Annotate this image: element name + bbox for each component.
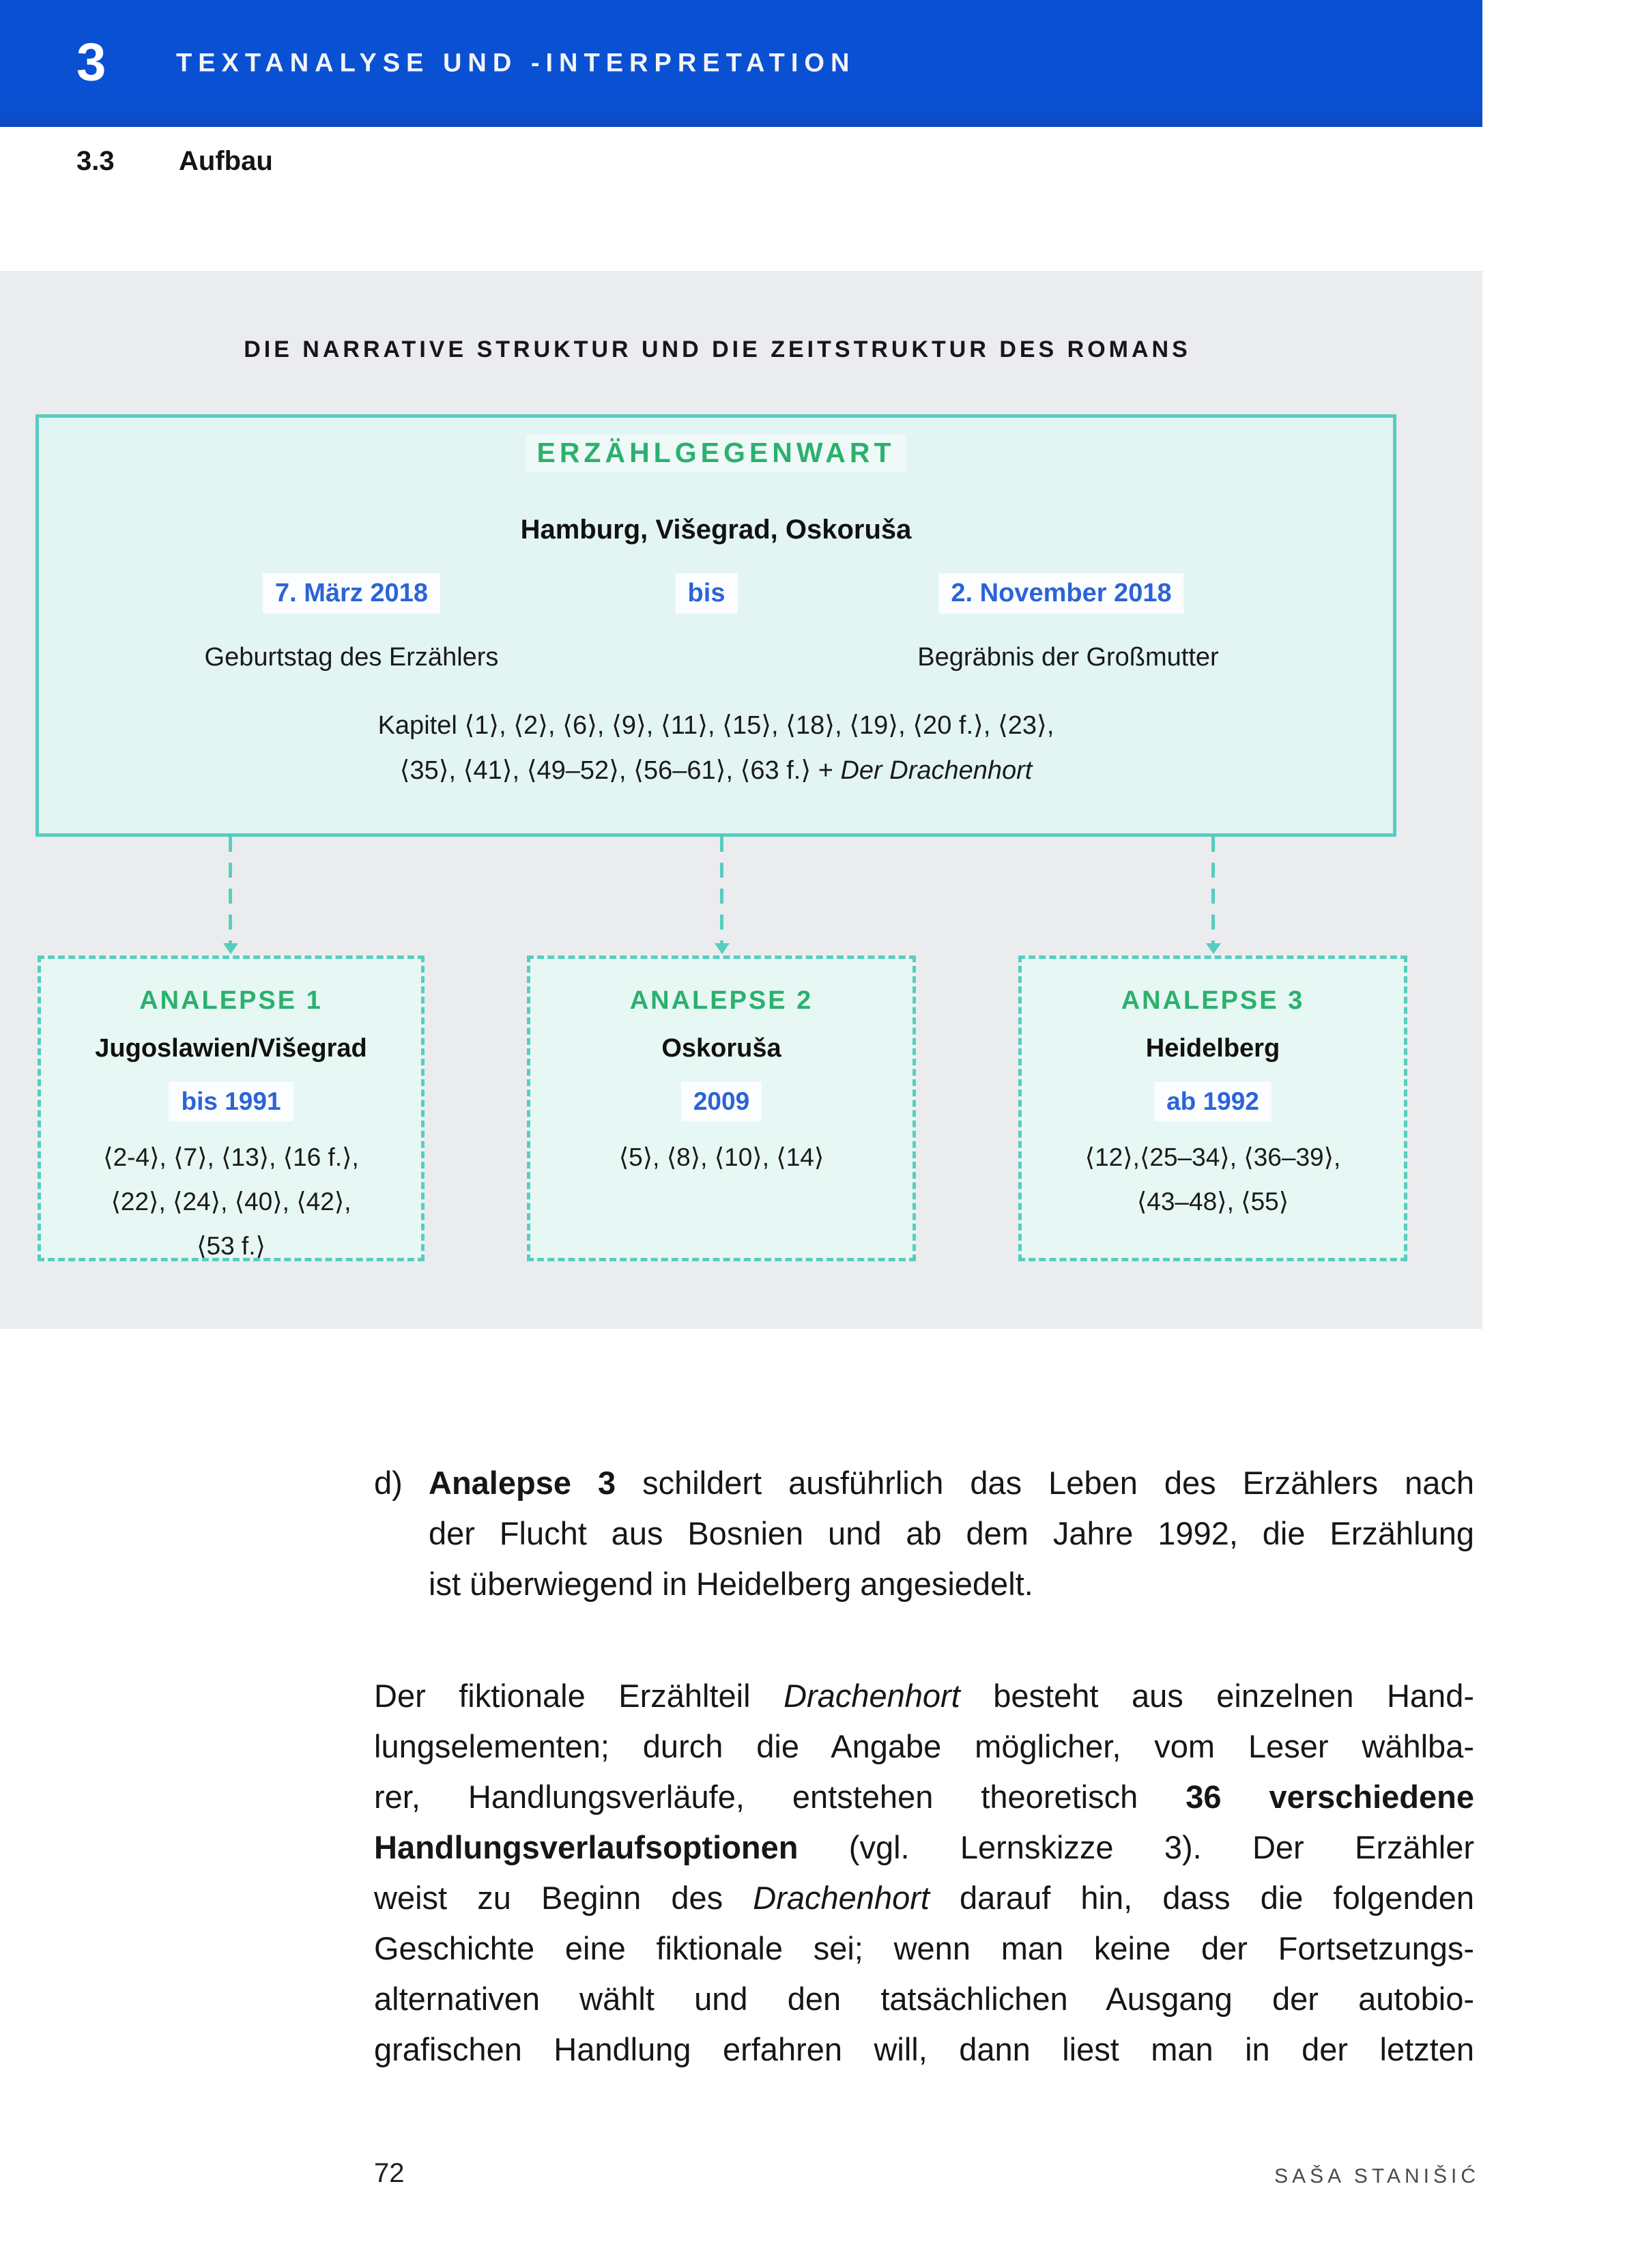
analepse-period: bis 1991 — [41, 1082, 421, 1121]
drachenhort-title: Der Drachenhort — [840, 756, 1033, 785]
locations-line: Hamburg, Višegrad, Oskoruša — [520, 515, 912, 545]
analepse-2-box — [527, 956, 916, 1261]
text-line: Handlungsverlaufsoptionen (vgl. Lernskizze 3). Der Erzähler — [374, 1829, 1474, 1865]
chapter-line: Kapitel ⟨1⟩, ⟨2⟩, ⟨6⟩, ⟨9⟩, ⟨11⟩, ⟨15⟩, ⟨18⟩, ⟨19⟩, ⟨20 f.⟩, ⟨23⟩, — [377, 711, 1054, 740]
analepse-place: Oskoruša — [661, 1034, 781, 1063]
chapter-line: ⟨2-4⟩, ⟨7⟩, ⟨13⟩, ⟨16 f.⟩, — [103, 1143, 359, 1171]
chapter-number: 3 — [76, 31, 106, 92]
arrow-down-icon — [223, 943, 238, 954]
chapter-line: ⟨53 f.⟩ — [197, 1232, 265, 1260]
analepse-period: 2009 — [530, 1082, 913, 1121]
analepse-1-box — [38, 956, 425, 1261]
chapter-line: ⟨12⟩,⟨25–34⟩, ⟨36–39⟩, — [1084, 1143, 1341, 1171]
chapter-header-bar — [0, 0, 1482, 127]
erzaehlgegenwart-box — [35, 414, 1396, 837]
analepse-chapters — [530, 1135, 913, 1179]
arrow-down-icon — [1206, 943, 1221, 954]
page-number: 72 — [374, 2158, 405, 2188]
text-line: alternativen wählt und den tatsächlichen Ausgang der autobio- — [374, 1981, 1474, 2017]
section-number: 3.3 — [76, 146, 115, 176]
chapter-line: ⟨35⟩, ⟨41⟩, ⟨49–52⟩, ⟨56–61⟩, ⟨63 f.⟩ + Der Drachenhort — [399, 756, 1033, 785]
section-heading — [0, 146, 1482, 180]
paragraph-drachenhort — [374, 1671, 1474, 2075]
text-line: weist zu Beginn des Drachenhort darauf hin, dass die folgenden — [374, 1880, 1475, 1916]
date-connector: bis — [676, 573, 738, 614]
paragraph-lines — [429, 1458, 1474, 1609]
event-start: Geburtstag des Erzählers — [204, 643, 499, 672]
chapter-line: ⟨5⟩, ⟨8⟩, ⟨10⟩, ⟨14⟩ — [618, 1143, 824, 1171]
paragraph-item-d — [374, 1458, 1474, 1609]
running-footer-author: SAŠA STANIŠIĆ — [1274, 2165, 1480, 2187]
date-start: 7. März 2018 — [263, 573, 440, 614]
analepse-place: Heidelberg — [1145, 1034, 1280, 1063]
text-line: Geschichte eine fiktionale sei; wenn man keine der Fortsetzungs- — [374, 1930, 1474, 1966]
analepse-period: ab 1992 — [1022, 1082, 1404, 1121]
text-line: der Flucht aus Bosnien und ab dem Jahre 1992, die Erzählung — [429, 1515, 1474, 1551]
section-title: Aufbau — [179, 146, 273, 176]
analepse-chapters — [41, 1135, 421, 1268]
erzaehlgegenwart-heading — [39, 434, 1393, 472]
analepse-title: ANALEPSE 2 — [629, 986, 814, 1015]
analepse-title: ANALEPSE 3 — [1121, 986, 1305, 1015]
text-line: grafischen Handlung erfahren will, dann liest man in der letzten — [374, 2031, 1474, 2067]
analepse-place: Jugoslawien/Višegrad — [95, 1034, 367, 1063]
date-range-row — [39, 573, 1393, 617]
chapter-list — [39, 703, 1393, 793]
event-row — [39, 643, 1393, 677]
analepse-3-box — [1018, 956, 1407, 1261]
chapter-line: ⟨43–48⟩, ⟨55⟩ — [1136, 1188, 1289, 1216]
analepse-chapters — [1022, 1135, 1404, 1224]
text-line: lungselementen; durch die Angabe möglicher, vom Leser wählba- — [374, 1728, 1474, 1764]
chapter-line: ⟨22⟩, ⟨24⟩, ⟨40⟩, ⟨42⟩, — [111, 1188, 351, 1216]
diagram-title: DIE NARRATIVE STRUKTUR UND DIE ZEITSTRUKTUR DES ROMANS — [244, 336, 1191, 362]
list-item-label: d) — [374, 1465, 403, 1501]
erzaehlgegenwart-label: ERZÄHLGEGENWART — [526, 434, 906, 472]
text-line: Der fiktionale Erzählteil Drachenhort besteht aus einzelnen Hand- — [374, 1678, 1474, 1714]
text-line: ist überwiegend in Heidelberg angesiedelt. — [429, 1566, 1033, 1602]
connector-line — [720, 837, 723, 945]
connector-line — [229, 837, 232, 945]
diagram-panel — [0, 271, 1482, 1329]
text-line: rer, Handlungsverläufe, entstehen theoretisch 36 verschiedene — [374, 1779, 1474, 1815]
analepse-title: ANALEPSE 1 — [139, 986, 323, 1015]
event-end: Begräbnis der Großmutter — [917, 643, 1219, 672]
date-end: 2. November 2018 — [938, 573, 1183, 614]
arrow-down-icon — [715, 943, 730, 954]
chapter-title: TEXTANALYSE UND -INTERPRETATION — [176, 48, 856, 78]
connector-line — [1211, 837, 1215, 945]
text-line: Analepse 3 schildert ausführlich das Leben des Erzählers nach — [429, 1465, 1474, 1501]
